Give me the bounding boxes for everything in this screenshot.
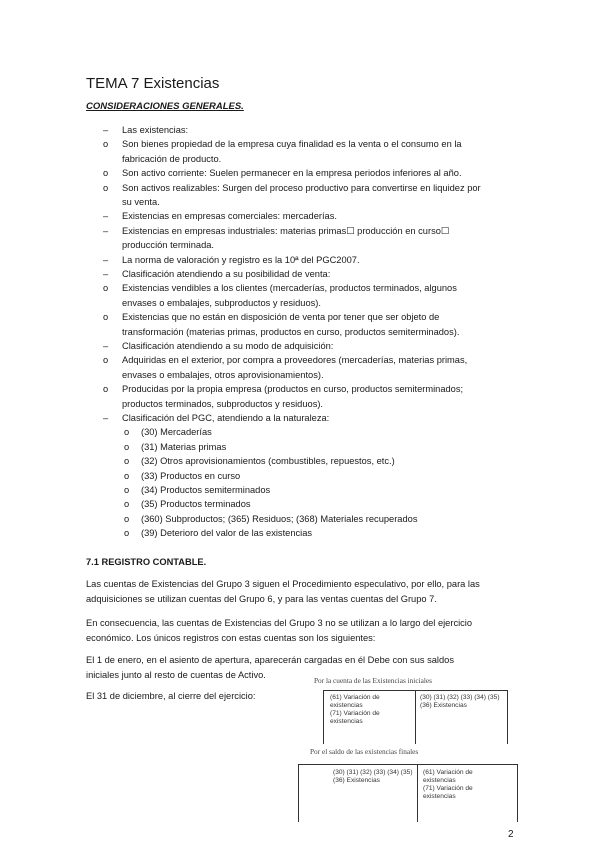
- outline-item-text: Son activo corriente: Suelen permanecer en la empresa periodos inferiores al año.: [122, 168, 462, 179]
- outline-item-text: Adquiridas en el exterior, por compra a proveedores (mercaderías, materias primas,: [122, 355, 468, 366]
- bullet-dash-icon: –: [103, 225, 109, 236]
- bullet-dash-icon: –: [103, 254, 109, 265]
- paragraph-2-line: económico. Los únicos registros con estas cuentas son los siguientes:: [86, 633, 376, 643]
- bullet-circle-icon: o: [124, 485, 130, 495]
- entry-2-caption: Por el saldo de las existencias finales: [310, 747, 419, 756]
- outline-item-text: envases o embalajes, otros aprovisionamientos).: [122, 369, 324, 380]
- bullet-circle-icon: o: [124, 528, 130, 539]
- bullet-dash-icon: –: [103, 125, 109, 135]
- outline-item-text: Producidas por la propia empresa (productos en curso, productos semiterminados;: [122, 384, 464, 395]
- entry-1-debit: [330, 694, 380, 726]
- paragraph-4: El 31 de diciembre, al cierre del ejercicio:: [86, 691, 256, 701]
- outline-item-text: Clasificación atendiendo a su posibilidad de venta:: [122, 269, 331, 279]
- outline-item-text: Son activos realizables: Surgen del proceso productivo para convertirse en liquidez por: [122, 182, 481, 193]
- outline-item-text: (31) Materias primas: [141, 441, 227, 452]
- bullet-dash-icon: –: [103, 269, 109, 279]
- entry-1-divider: [415, 690, 416, 744]
- bullet-circle-icon: o: [124, 499, 130, 510]
- entry-line: (30) (31) (32) (33) (34) (35): [420, 694, 500, 701]
- paragraph-3-line: El 1 de enero, en el asiento de apertura, aparecerán cargadas en él Debe con sus saldos: [86, 655, 454, 665]
- entry-line: existencias: [330, 702, 363, 709]
- entry-line: (36) Existencias: [333, 777, 380, 784]
- entry-line: existencias: [330, 718, 363, 725]
- entry-line: existencias: [423, 793, 456, 800]
- paragraph-1-line: Las cuentas de Existencias del Grupo 3 siguen el Procedimiento especulativo, por ello, para las: [86, 579, 480, 589]
- entry-2-debit: [333, 769, 413, 785]
- entry-line: existencias: [423, 777, 456, 784]
- paragraph-1: [86, 577, 480, 607]
- outline-item-text: producción terminada.: [122, 240, 214, 251]
- outline-item-text: Las existencias:: [122, 125, 189, 135]
- bullet-circle-icon: o: [124, 441, 130, 452]
- entry-2-divider: [417, 764, 418, 822]
- outline-item-text: (34) Productos semiterminados: [141, 485, 271, 495]
- bullet-circle-icon: o: [103, 182, 109, 193]
- entry-line: (30) (31) (32) (33) (34) (35): [333, 769, 413, 776]
- page-title: TEMA 7 Existencias: [86, 75, 220, 92]
- outline-item-text: Existencias que no están en disposición de venta por tener que ser objeto de: [122, 312, 440, 323]
- bullet-circle-icon: o: [124, 470, 130, 481]
- bullet-circle-icon: o: [124, 513, 130, 524]
- entry-1-credit: [420, 694, 500, 710]
- outline-item-text: Existencias vendibles a los clientes (mercaderías, productos terminados, algunos: [122, 283, 457, 294]
- outline-item-text: (33) Productos en curso: [141, 470, 241, 481]
- bullet-circle-icon: o: [124, 456, 130, 467]
- section-heading: 7.1 REGISTRO CONTABLE.: [86, 557, 207, 567]
- bullet-dash-icon: –: [103, 413, 109, 423]
- entry-2-box: [298, 764, 518, 822]
- bullet-dash-icon: –: [103, 341, 109, 351]
- outline-item-text: (35) Productos terminados: [141, 499, 251, 510]
- entry-line: (61) Variación de: [330, 694, 380, 701]
- paragraph-2-line: En consecuencia, las cuentas de Existencias del Grupo 3 no se utilizan a lo largo del ejercicio: [86, 618, 473, 628]
- outline-item-text: (39) Deterioro del valor de las existencias: [141, 528, 313, 539]
- outline-item-text: Son bienes propiedad de la empresa cuya finalidad es la venta o el consumo en la: [122, 139, 462, 150]
- outline-item-text: envases o embalajes, subproductos y residuos).: [122, 297, 321, 308]
- outline-item-text: transformación (materias primas, productos en curso, productos semiterminados).: [122, 326, 460, 337]
- entry-1-box: [323, 690, 508, 744]
- bullet-circle-icon: o: [103, 139, 109, 150]
- outline-item-text: productos terminados, subproductos y residuos).: [122, 398, 324, 409]
- bullet-circle-icon: o: [103, 283, 109, 294]
- bullet-circle-icon: o: [124, 427, 130, 438]
- paragraph-1-line: adquisiciones se utilizan cuentas del Grupo 6, y para las ventas cuentas del Grupo 7.: [86, 594, 437, 604]
- outline-item-text: fabricación de producto.: [122, 153, 222, 164]
- entry-2-top-rule: [299, 764, 517, 765]
- entry-2-credit: [423, 769, 473, 801]
- page-number: 2: [508, 829, 514, 840]
- bullet-circle-icon: o: [103, 384, 109, 395]
- outline-item-text: (360) Subproductos; (365) Residuos; (368) Materiales recuperados: [141, 513, 418, 524]
- bullet-circle-icon: o: [103, 312, 109, 323]
- outline-item-text: Existencias en empresas industriales: materias primas☐ producción en curso☐: [122, 225, 450, 236]
- outline-item-text: (32) Otros aprovisionamientos (combustibles, repuestos, etc.): [141, 456, 395, 467]
- entry-line: (71) Variación de: [330, 710, 380, 717]
- entry-1-caption: Por la cuenta de las Existencias iniciales: [314, 676, 432, 685]
- outline-item-text: (30) Mercaderías: [141, 427, 212, 438]
- entry-line: (71) Variación de: [423, 785, 473, 792]
- paragraph-2: [86, 616, 472, 646]
- entry-line: (61) Variación de: [423, 769, 473, 776]
- outline-item-text: su venta.: [122, 197, 160, 207]
- outline-item-text: Clasificación atendiendo a su modo de adquisición:: [122, 341, 334, 351]
- outline-item-text: La norma de valoración y registro es la 10ª del PGC2007.: [122, 254, 360, 265]
- entry-line: (36) Existencias: [420, 702, 467, 709]
- outline-item-text: Clasificación del PGC, atendiendo a la naturaleza:: [122, 413, 330, 423]
- bullet-dash-icon: –: [103, 211, 109, 222]
- section-subtitle: CONSIDERACIONES GENERALES.: [86, 101, 244, 112]
- paragraph-3-line: iniciales junto al resto de cuentas de Activo.: [86, 670, 266, 680]
- bullet-circle-icon: o: [103, 168, 109, 179]
- bullet-circle-icon: o: [103, 355, 109, 366]
- outline-item-text: Existencias en empresas comerciales: mercaderías.: [122, 211, 337, 222]
